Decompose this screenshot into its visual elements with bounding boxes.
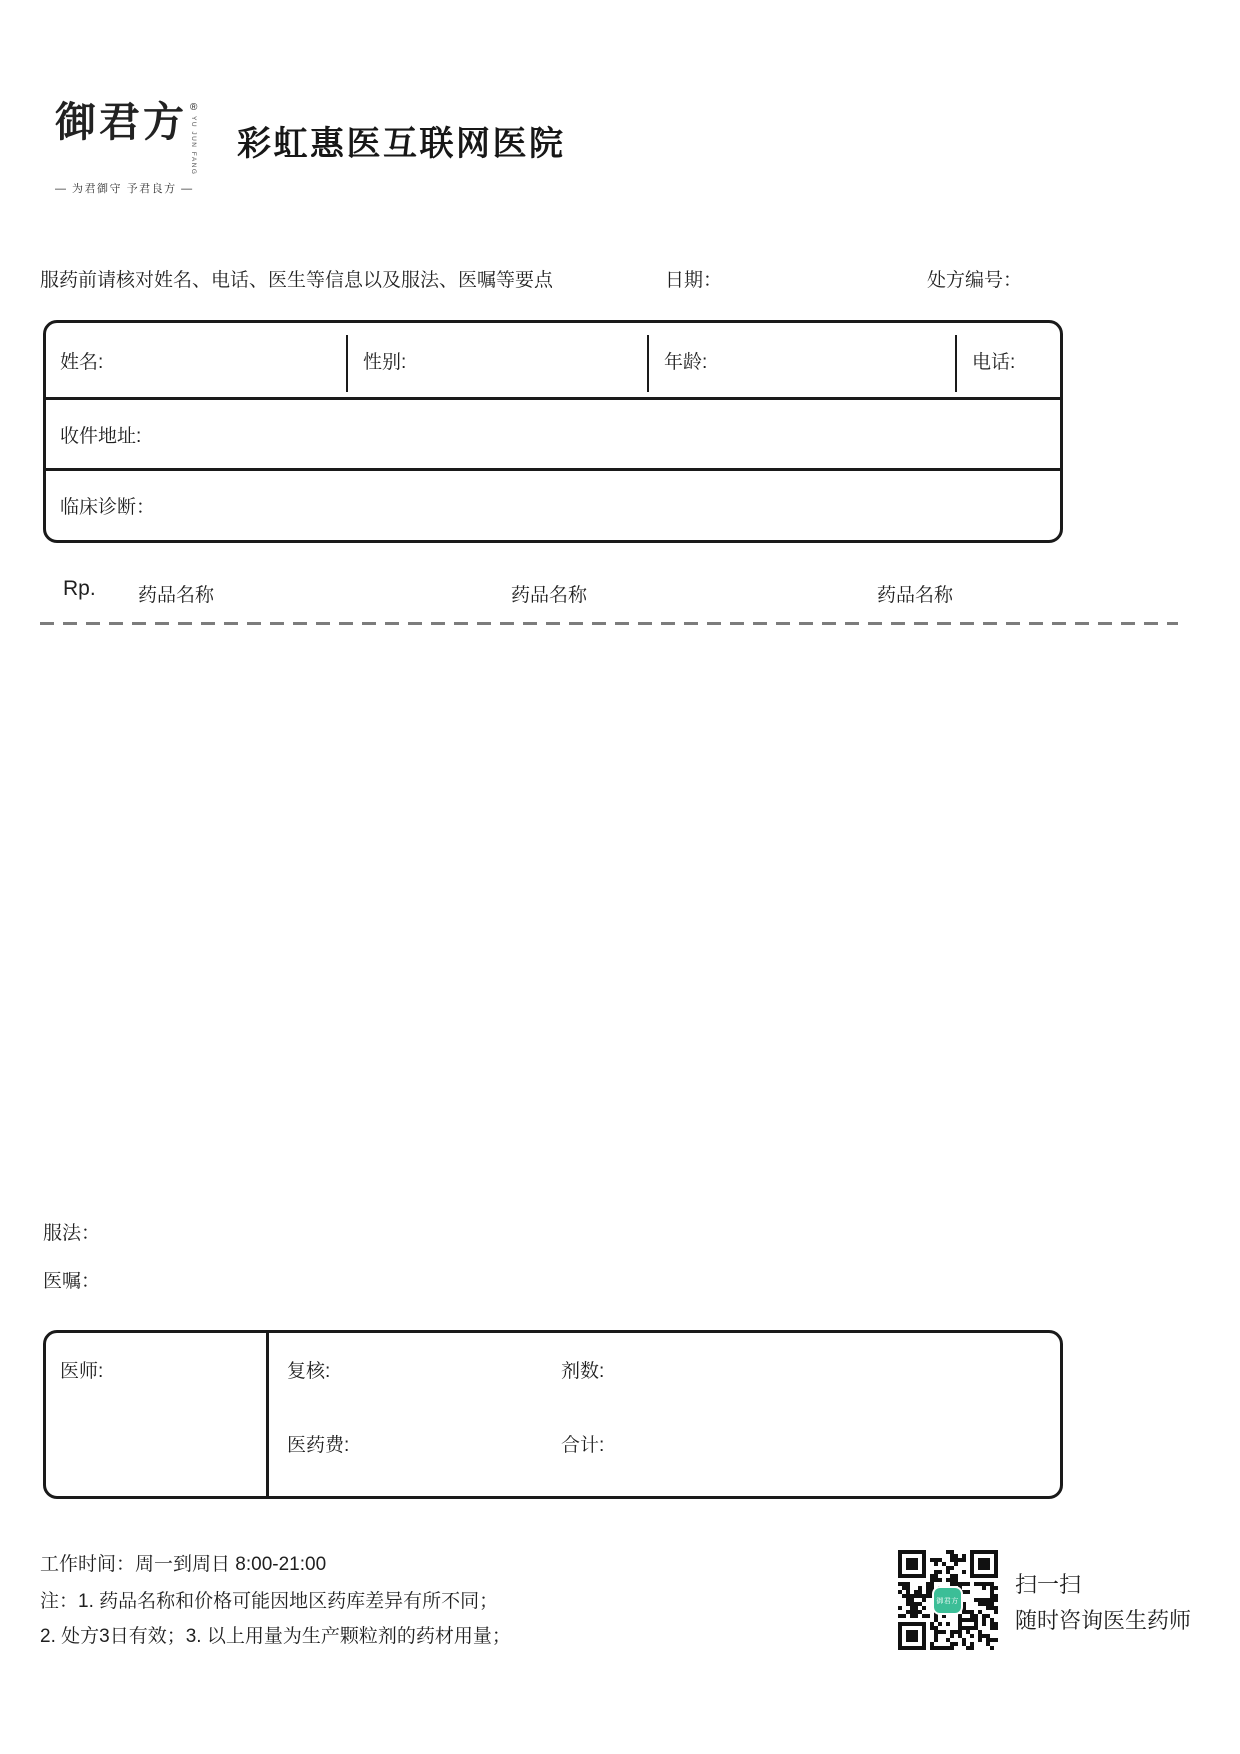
work-time-text: 工作时间：周一到周日 8:00-21:00: [40, 1554, 327, 1575]
rp-label: Rp.: [63, 577, 96, 600]
gender-label: 性别:: [363, 351, 407, 373]
scan-title: 扫一扫: [1015, 1572, 1082, 1597]
address-label: 收件地址:: [60, 425, 142, 447]
patient-row-diagnosis: [46, 471, 1060, 540]
doctor-advice-label: 医嘱：: [43, 1271, 101, 1292]
brand-name: 御君方: [55, 98, 187, 146]
brand-tagline: — 为君御守 予君良方 —: [55, 183, 194, 196]
medicine-fee-label: 医药费:: [287, 1435, 350, 1456]
patient-info-box: [43, 320, 1063, 543]
dashed-separator: [40, 622, 1178, 625]
review-label: 复核:: [287, 1361, 331, 1382]
doctor-label: 医师:: [60, 1361, 104, 1382]
patient-gender-cell: [346, 323, 647, 397]
brand-pinyin-vertical: YU JUN FANG: [190, 116, 198, 176]
patient-row-address: [46, 400, 1060, 471]
summary-box: [43, 1330, 1063, 1499]
hospital-title: 彩虹惠医互联网医院: [237, 125, 566, 163]
registered-trademark-icon: ®: [190, 102, 198, 113]
dose-count-label: 剂数:: [561, 1361, 605, 1382]
verification-notice: 服药前请核对姓名、电话、医生等信息以及服法、医嘱等要点: [40, 270, 554, 291]
age-label: 年龄:: [664, 351, 708, 373]
qr-code: [898, 1550, 998, 1650]
drug-column-header-3: 药品名称: [877, 585, 954, 606]
drug-column-header-1: 药品名称: [138, 585, 215, 606]
scan-description: 随时咨询医生药师: [1015, 1608, 1192, 1633]
name-label: 姓名:: [60, 351, 104, 373]
total-label: 合计:: [561, 1435, 605, 1456]
qr-center-logo: 御君方: [934, 1588, 961, 1613]
patient-phone-cell: [955, 323, 1060, 397]
note-line-2: 2. 处方3日有效；3. 以上用量为生产颗粒剂的药材用量；: [40, 1626, 511, 1647]
patient-name-cell: [46, 323, 346, 397]
diagnosis-label: 临床诊断：: [60, 497, 156, 518]
note-line-1: 注：1. 药品名称和价格可能因地区药库差异有所不同；: [40, 1591, 499, 1612]
date-label: 日期：: [665, 270, 723, 291]
summary-divider: [266, 1333, 269, 1496]
brand-logo: [55, 100, 197, 196]
usage-label: 服法：: [43, 1223, 101, 1244]
prescription-number-label: 处方编号：: [927, 270, 1023, 291]
phone-label: 电话:: [972, 351, 1016, 373]
drug-column-header-2: 药品名称: [511, 585, 588, 606]
patient-row-basic: [46, 323, 1060, 400]
patient-age-cell: [647, 323, 955, 397]
